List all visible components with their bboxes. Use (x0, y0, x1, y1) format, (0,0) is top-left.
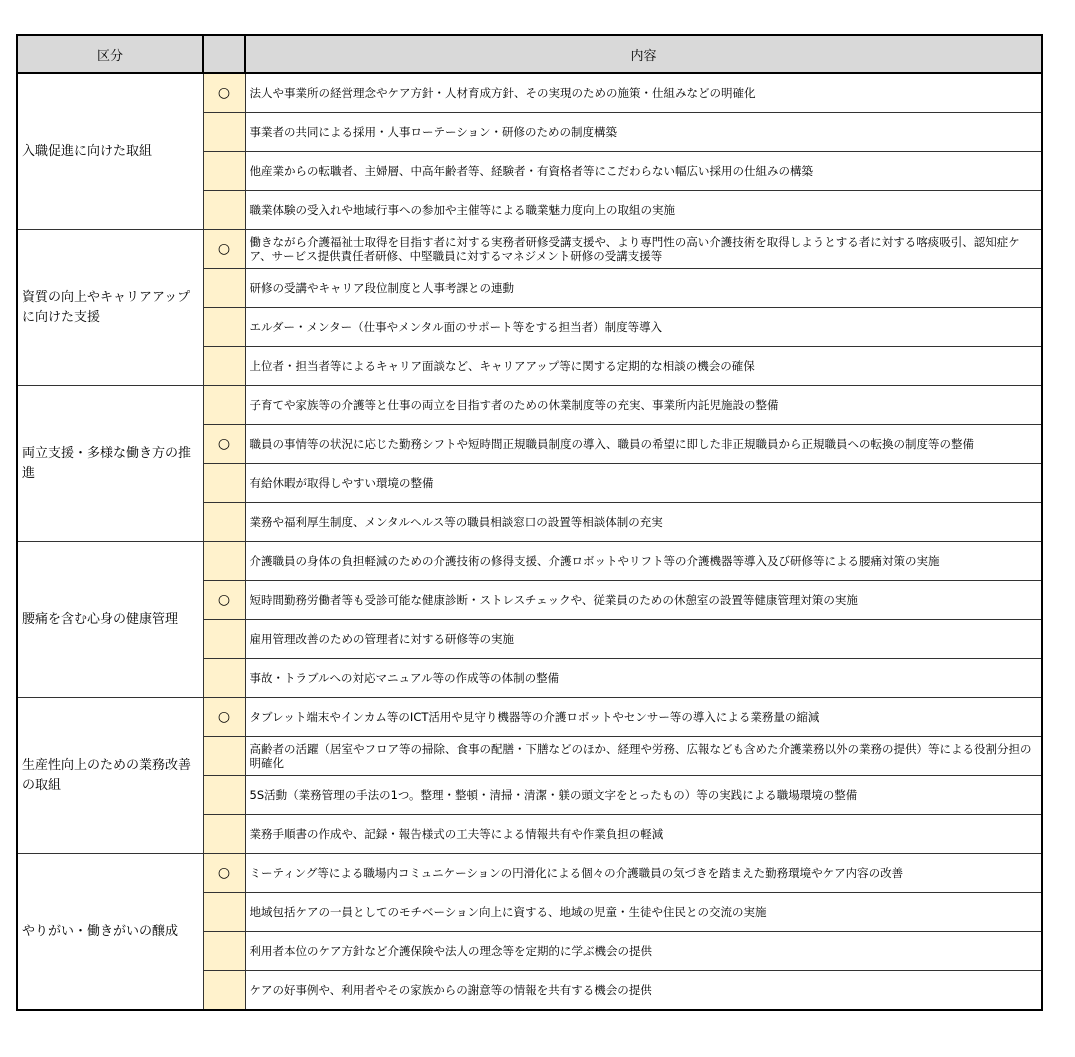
category-cell: 生産性向上のための業務改善の取組 (17, 698, 203, 854)
header-row (17, 35, 1042, 73)
content-cell: タブレット端末やインカム等のICT活用や見守り機器等の介護ロボットやセンサー等の導入による業務量の縮減 (245, 698, 1042, 737)
content-cell: 業務や福利厚生制度、メンタルヘルス等の職員相談窓口の設置等相談体制の充実 (245, 503, 1042, 542)
content-cell: 研修の受講やキャリア段位制度と人事考課との連動 (245, 269, 1042, 308)
content-cell: 有給休暇が取得しやすい環境の整備 (245, 464, 1042, 503)
check-mark-cell (203, 737, 245, 776)
check-mark-cell (203, 854, 245, 893)
content-cell: ケアの好事例や、利用者やその家族からの謝意等の情報を共有する機会の提供 (245, 971, 1042, 1011)
table-row (17, 698, 1042, 737)
content-cell: 子育てや家族等の介護等と仕事の両立を目指す者のための休業制度等の充実、事業所内託児施設の整備 (245, 386, 1042, 425)
check-mark-cell (203, 73, 245, 113)
content-cell: 職員の事情等の状況に応じた勤務シフトや短時間正規職員制度の導入、職員の希望に即した非正規職員から正規職員への転換の制度等の整備 (245, 425, 1042, 464)
header-content: 内容 (245, 35, 1042, 73)
content-cell: 業務手順書の作成や、記録・報告様式の工夫等による情報共有や作業負担の軽減 (245, 815, 1042, 854)
circle-mark: ○ (217, 865, 231, 881)
measures-table (16, 34, 1043, 1011)
content-cell: 働きながら介護福祉士取得を目指す者に対する実務者研修受講支援や、より専門性の高い介護技術を取得しようとする者に対する喀痰吸引、認知症ケア、サービス提供責任者研修、中堅職員に対するマネジメント研修の受講支援等 (245, 230, 1042, 269)
circle-mark: ○ (217, 709, 231, 725)
category-cell: 腰痛を含む心身の健康管理 (17, 542, 203, 698)
check-mark-cell (203, 152, 245, 191)
check-mark-cell (203, 503, 245, 542)
circle-mark: ○ (217, 436, 231, 452)
circle-mark: ○ (217, 85, 231, 101)
check-mark-cell (203, 815, 245, 854)
content-cell: 雇用管理改善のための管理者に対する研修等の実施 (245, 620, 1042, 659)
check-mark-cell (203, 230, 245, 269)
check-mark-cell (203, 776, 245, 815)
check-mark-cell (203, 347, 245, 386)
content-cell: エルダー・メンター（仕事やメンタル面のサポート等をする担当者）制度等導入 (245, 308, 1042, 347)
circle-mark: ○ (217, 592, 231, 608)
content-cell: 短時間勤務労働者等も受診可能な健康診断・ストレスチェックや、従業員のための休憩室の設置等健康管理対策の実施 (245, 581, 1042, 620)
category-cell: やりがい・働きがいの醸成 (17, 854, 203, 1011)
content-cell: 事故・トラブルへの対応マニュアル等の作成等の体制の整備 (245, 659, 1042, 698)
check-mark-cell (203, 425, 245, 464)
category-cell: 両立支援・多様な働き方の推進 (17, 386, 203, 542)
table-row (17, 73, 1042, 113)
table-row (17, 854, 1042, 893)
content-cell: 5S活動（業務管理の手法の1つ。整理・整頓・清掃・清潔・躾の頭文字をとったもの）等の実践による職場環境の整備 (245, 776, 1042, 815)
table-row (17, 542, 1042, 581)
content-cell: 介護職員の身体の負担軽減のための介護技術の修得支援、介護ロボットやリフト等の介護機器等導入及び研修等による腰痛対策の実施 (245, 542, 1042, 581)
content-cell: 高齢者の活躍（居室やフロア等の掃除、食事の配膳・下膳などのほか、経理や労務、広報なども含めた介護業務以外の業務の提供）等による役割分担の明確化 (245, 737, 1042, 776)
header-mark (203, 35, 245, 73)
check-mark-cell (203, 464, 245, 503)
content-cell: ミーティング等による職場内コミュニケーションの円滑化による個々の介護職員の気づきを踏まえた勤務環境やケア内容の改善 (245, 854, 1042, 893)
content-cell: 他産業からの転職者、主婦層、中高年齢者等、経験者・有資格者等にこだわらない幅広い採用の仕組みの構築 (245, 152, 1042, 191)
check-mark-cell (203, 191, 245, 230)
header-category: 区分 (17, 35, 203, 73)
content-cell: 上位者・担当者等によるキャリア面談など、キャリアアップ等に関する定期的な相談の機会の確保 (245, 347, 1042, 386)
check-mark-cell (203, 971, 245, 1011)
check-mark-cell (203, 542, 245, 581)
check-mark-cell (203, 581, 245, 620)
check-mark-cell (203, 386, 245, 425)
check-mark-cell (203, 893, 245, 932)
content-cell: 事業者の共同による採用・人事ローテーション・研修のための制度構築 (245, 113, 1042, 152)
check-mark-cell (203, 269, 245, 308)
content-cell: 職業体験の受入れや地域行事への参加や主催等による職業魅力度向上の取組の実施 (245, 191, 1042, 230)
content-cell: 法人や事業所の経営理念やケア方針・人材育成方針、その実現のための施策・仕組みなどの明確化 (245, 73, 1042, 113)
check-mark-cell (203, 113, 245, 152)
table-row (17, 230, 1042, 269)
check-mark-cell (203, 308, 245, 347)
check-mark-cell (203, 698, 245, 737)
table-row (17, 386, 1042, 425)
category-cell: 資質の向上やキャリアアップに向けた支援 (17, 230, 203, 386)
circle-mark: ○ (217, 241, 231, 257)
check-mark-cell (203, 659, 245, 698)
category-cell: 入職促進に向けた取組 (17, 73, 203, 230)
check-mark-cell (203, 620, 245, 659)
content-cell: 利用者本位のケア方針など介護保険や法人の理念等を定期的に学ぶ機会の提供 (245, 932, 1042, 971)
content-cell: 地域包括ケアの一員としてのモチベーション向上に資する、地域の児童・生徒や住民との交流の実施 (245, 893, 1042, 932)
check-mark-cell (203, 932, 245, 971)
